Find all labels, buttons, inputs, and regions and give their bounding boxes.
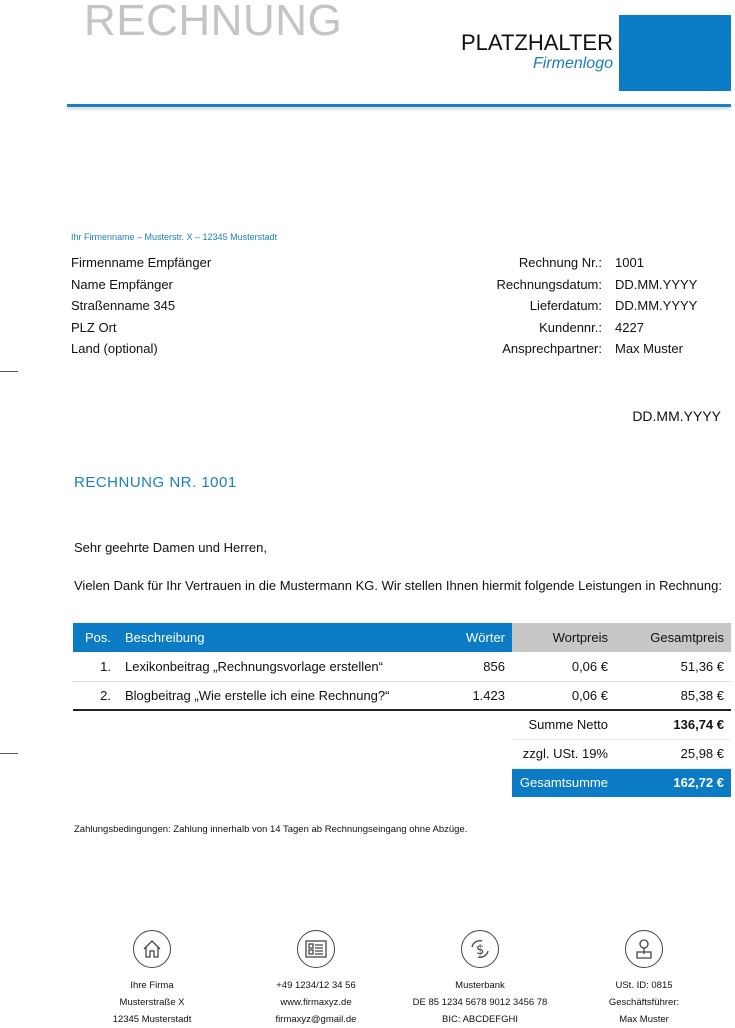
- meta-value: Max Muster: [615, 341, 683, 356]
- recipient-line: Straßenname 345: [71, 298, 176, 313]
- net-sum-row: [73, 710, 731, 739]
- fold-mark: [0, 371, 18, 372]
- footer-tax: [544, 930, 735, 1028]
- col-total-price: Gesamtpreis: [615, 623, 731, 652]
- document-date: DD.MM.YYYY: [632, 408, 721, 424]
- dollar-exchange-icon: [461, 930, 499, 968]
- cell-word-price: 0,06 €: [512, 652, 615, 681]
- house-icon: [133, 930, 171, 968]
- meta-value: DD.MM.YYYY: [615, 298, 698, 313]
- contact-card-icon: [297, 930, 335, 968]
- meta-label: Rechnungsdatum:: [496, 276, 602, 292]
- vat-value: 25,98 €: [615, 739, 731, 768]
- col-pos: Pos.: [73, 623, 118, 652]
- svg-text:$: $: [476, 943, 485, 958]
- vat-row: [73, 739, 731, 768]
- meta-label: Lieferdatum:: [529, 298, 602, 313]
- logo-placeholder-box: [619, 15, 731, 91]
- net-sum-label: Summe Netto: [512, 710, 615, 739]
- meta-value: DD.MM.YYYY: [615, 276, 698, 292]
- meta-label: Rechnung Nr.:: [518, 255, 602, 270]
- col-words: Wörter: [458, 623, 512, 652]
- logo-subtext: Firmenlogo: [532, 55, 613, 72]
- invoice-items-table: [73, 623, 731, 797]
- person-icon: [625, 930, 663, 968]
- invoice-meta: [460, 252, 697, 360]
- meta-value: 1001: [615, 255, 644, 270]
- recipient-line: Name Empfänger: [71, 276, 173, 292]
- cell-words: 856: [458, 652, 512, 681]
- footer-line: Geschäftsführer:: [608, 997, 680, 1008]
- table-header: [73, 623, 731, 652]
- footer-line: 12345 Musterstadt: [112, 1014, 192, 1025]
- cell-word-price: 0,06 €: [512, 681, 615, 710]
- footer-line: Musterbank: [455, 980, 505, 991]
- grand-total-value: 162,72 €: [615, 768, 731, 797]
- col-description: Beschreibung: [118, 623, 458, 652]
- net-sum-value: 136,74 €: [615, 710, 731, 739]
- document-title: RECHNUNG: [84, 0, 343, 45]
- logo-text: PLATZHALTER: [461, 30, 613, 55]
- meta-label: Kundennr.:: [539, 319, 602, 335]
- recipient-address: [71, 252, 211, 360]
- cell-pos: 1.: [73, 652, 118, 681]
- footer-line: www.firmaxyz.de: [280, 997, 352, 1008]
- greeting: Sehr geehrte Damen und Herren,: [74, 540, 267, 555]
- cell-description: Blogbeitrag „Wie erstelle ich eine Rechnung?“: [118, 681, 458, 710]
- recipient-line: Firmenname Empfänger: [71, 255, 212, 270]
- footer-line: Ihre Firma: [130, 980, 174, 991]
- footer-line: +49 1234/12 34 56: [276, 980, 356, 991]
- header-divider: [67, 104, 731, 107]
- cell-words: 1.423: [458, 681, 512, 710]
- intro-text: Vielen Dank für Ihr Vertrauen in die Mustermann KG. Wir stellen Ihnen hiermit folgende Leistungen in Rechnung:: [74, 578, 722, 593]
- cell-total-price: 51,36 €: [615, 652, 731, 681]
- cell-description: Lexikonbeitrag „Rechnungsvorlage erstellen“: [118, 652, 458, 681]
- cell-total-price: 85,38 €: [615, 681, 731, 710]
- recipient-line: Land (optional): [71, 341, 158, 356]
- meta-label: Ansprechpartner:: [502, 341, 602, 356]
- footer-line: USt. ID: 0815: [615, 980, 673, 991]
- fold-mark: [0, 753, 18, 754]
- recipient-line: PLZ Ort: [71, 319, 117, 335]
- col-word-price: Wortpreis: [512, 623, 615, 652]
- footer-line: Musterstraße X: [119, 997, 185, 1008]
- sender-line: Ihr Firmenname – Musterstr. X – 12345 Musterstadt: [71, 232, 278, 242]
- footer-line: DE 85 1234 5678 9012 3456 78: [412, 997, 548, 1008]
- footer-line: Max Muster: [619, 1014, 669, 1025]
- invoice-heading: RECHNUNG NR. 1001: [74, 474, 237, 491]
- table-row: [73, 652, 731, 681]
- footer-line: BIC: ABCDEFGHI: [441, 1014, 518, 1025]
- payment-terms: Zahlungsbedingungen: Zahlung innerhalb von 14 Tagen ab Rechnungseingang ohne Abzüge.: [74, 824, 468, 835]
- vat-label: zzgl. USt. 19%: [512, 739, 615, 768]
- meta-value: 4227: [615, 319, 644, 335]
- grand-total-row: [73, 768, 731, 797]
- grand-total-label: Gesamtsumme: [512, 768, 615, 797]
- footer-line: firmaxyz@gmail.de: [275, 1014, 357, 1025]
- cell-pos: 2.: [73, 681, 118, 710]
- table-row: [73, 681, 731, 710]
